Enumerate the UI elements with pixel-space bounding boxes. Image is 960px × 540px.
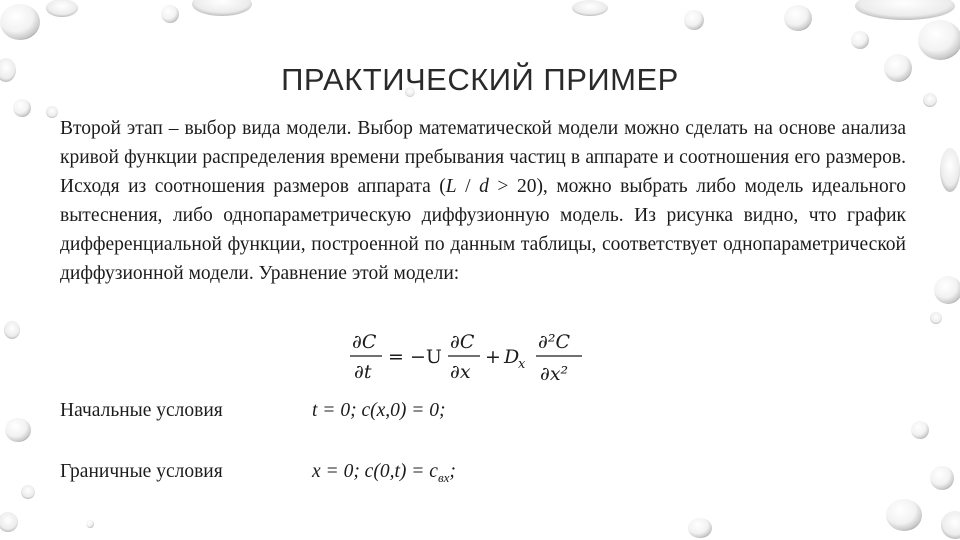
water-drop <box>911 421 929 439</box>
body-paragraph <box>60 114 906 288</box>
water-drop <box>684 10 704 30</box>
water-drop <box>13 99 31 117</box>
water-drop <box>46 106 58 118</box>
eq-D-subscript: x <box>518 357 526 372</box>
water-drop <box>851 31 869 49</box>
boundary-conditions-value <box>312 461 456 486</box>
variable-d: d <box>479 176 489 197</box>
water-drop <box>934 276 960 304</box>
eq-denominator-dx2: ∂x² <box>540 363 569 385</box>
boundary-conditions-label: Граничные условия <box>60 461 223 482</box>
water-drop <box>46 0 78 17</box>
water-drop <box>21 485 35 499</box>
water-drop <box>930 466 954 490</box>
water-drop <box>161 5 179 23</box>
eq-numerator-dC-2: ∂C <box>450 331 475 353</box>
water-drop <box>0 4 40 40</box>
water-drop <box>572 0 608 16</box>
water-drop <box>918 20 960 60</box>
boundary-value-subscript: вх <box>437 469 450 485</box>
water-drop <box>688 518 712 538</box>
eq-denominator-dt: ∂t <box>354 361 372 383</box>
eq-denominator-dx: ∂x <box>450 361 471 383</box>
variable-L: L <box>445 176 457 197</box>
paragraph-text-part1: Второй этап – выбор вида модели. Выбор математической модели можно сделать на основе анализа кривой функции распределения времени пребывания частиц в аппарате и соотношения его размеров. Исходя из соотношения размеров аппарата ( <box>60 118 906 197</box>
water-drop <box>940 148 960 192</box>
water-drop <box>930 312 942 324</box>
water-drop <box>86 520 94 528</box>
eq-numerator-d2C: ∂²C <box>538 331 570 353</box>
eq-D: D <box>504 346 520 368</box>
water-drop <box>886 499 922 531</box>
water-drop <box>0 512 18 532</box>
water-drop <box>192 0 252 16</box>
initial-conditions-label: Начальные условия <box>60 400 223 421</box>
page-title: ПРАКТИЧЕСКИЙ ПРИМЕР <box>281 62 679 97</box>
diffusion-equation <box>346 326 586 390</box>
water-drop <box>5 418 31 442</box>
boundary-value-main: x = 0; c(0,t) = c <box>312 461 438 482</box>
water-drop <box>784 5 812 31</box>
water-drop <box>941 511 960 539</box>
eq-numerator-dC: ∂C <box>352 331 377 353</box>
water-drop <box>855 0 955 20</box>
eq-equals-minus-u: = −U <box>388 346 442 368</box>
initial-conditions-value: t = 0; c(x,0) = 0; <box>312 400 446 421</box>
water-drop <box>4 321 20 339</box>
paragraph-slash: / <box>456 176 480 197</box>
paragraph-text-part2: > 20), можно выбрать либо модель идеального вытеснения, либо однопараметрическую диффузионную модель. Из рисунка видно, что график дифференциальной функции, построенной по данным таблицы, соответствует однопараметрической диффузионной модели. Уравнение этой модели: <box>60 176 907 284</box>
eq-plus: + <box>485 346 501 368</box>
boundary-value-end: ; <box>449 461 456 482</box>
